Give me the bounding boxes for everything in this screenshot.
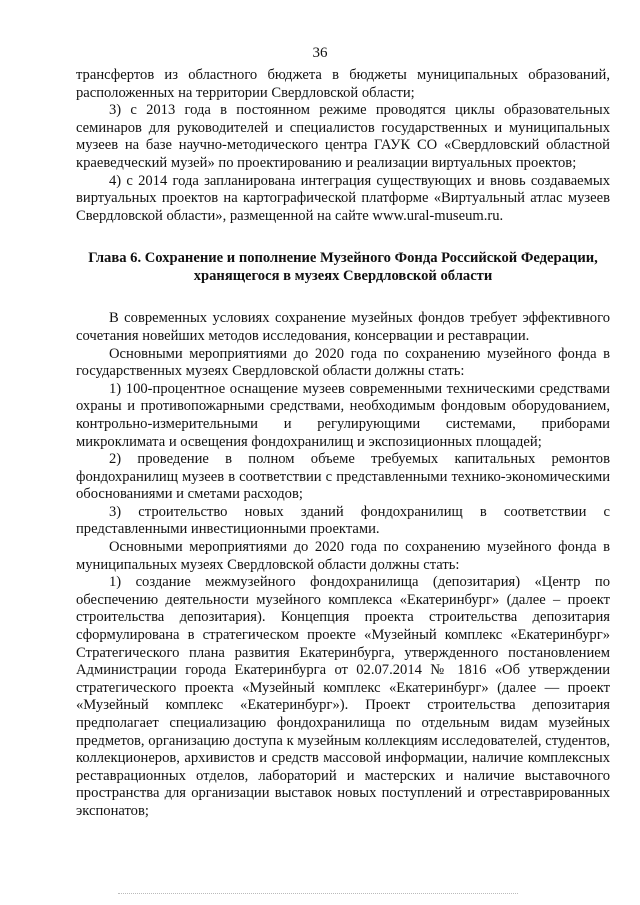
chapter-heading-line-2: хранящегося в музеях Свердловской области — [193, 268, 493, 285]
paragraph-state-item-2: 2) проведение в полном объеме требуемых капитальных ремонтов фондохранилищ музеев в соответствии с представленными технико-экономическими обоснованиями и сметами расходов; — [76, 451, 610, 503]
chapter-heading-line-1: Глава 6. Сохранение и пополнение Музейного Фонда Российской Федерации, — [88, 250, 598, 267]
chapter-heading — [76, 249, 610, 285]
paragraph-list-item-3: 3) с 2013 года в постоянном режиме проводятся циклы образовательных семинаров для руководителей и специалистов государственных и муниципальных музеев на базе научно-методического центра ГАУК СО «Свердловский областной краеведческий музей» по проектированию и реализации виртуальных проектов; — [76, 102, 610, 171]
paragraph-state-museums-lead: Основными мероприятиями до 2020 года по сохранению музейного фонда в государственных музеях Свердловской области должны стать: — [76, 345, 610, 380]
paragraph-municipal-item-1: 1) создание межмузейного фондохранилища (депозитария) «Центр по обеспечению деятельности музейного комплекса «Екатеринбург» (далее – проект строительства депозитария). Концепция проекта строительства депозитария сформулирована в стратегическом проекте «Музейный комплекс «Екатеринбург» Стратегического плана развития Екатеринбурга, утвержденного постановлением Администрации города Екатеринбурга от 02.07.2014 № 1816 «Об утверждении стратегического проекта «Музейный комплекс «Екатеринбург» (далее — проект «Музейный комплекс «Екатеринбург»). Проект строительства депозитария предполагает специализацию фондохранилища по отдельным видам музейных предметов, организацию доступа к музейным коллекциям исследователей, студентов, коллекционеров, архивистов и средств массовой информации, наличие комплексных реставрационных отделов, лабораторий и мастерских и наличие выставочного пространства для организации выставок новых поступлений и отреставрированных экспонатов; — [76, 574, 610, 819]
page-number: 36 — [312, 45, 328, 61]
bottom-divider — [118, 893, 518, 894]
paragraph-municipal-museums-lead: Основными мероприятиями до 2020 года по сохранению музейного фонда в муниципальных музеях Свердловской области должны стать: — [76, 539, 610, 573]
paragraph-state-item-1: 1) 100-процентное оснащение музеев современными техническими средствами охраны и противопожарными средствами, необходимым фондовым оборудованием, контрольно-измерительными и регулирующими системами, приборами микроклимата и освещения фондохранилищ и экспозиционных площадей; — [76, 380, 610, 450]
page-content — [76, 67, 610, 821]
paragraph-list-item-4: 4) с 2014 года запланирована интеграция существующих и вновь создаваемых виртуальных проектов на картографической платформе «Виртуальный атлас музеев Свердловской области», размещенной на сайте www.ural-museum.ru. — [76, 172, 610, 224]
paragraph-intro: В современных условиях сохранение музейных фондов требует эффективного сочетания новейших методов исследования, консервации и реставрации. — [76, 310, 610, 344]
paragraph-state-item-3: 3) строительство новых зданий фондохранилищ в соответствии с представленными инвестиционными проектами. — [76, 503, 610, 538]
paragraph-continued: трансфертов из областного бюджета в бюджеты муниципальных образований, расположенных на территории Свердловской области; — [76, 67, 610, 101]
